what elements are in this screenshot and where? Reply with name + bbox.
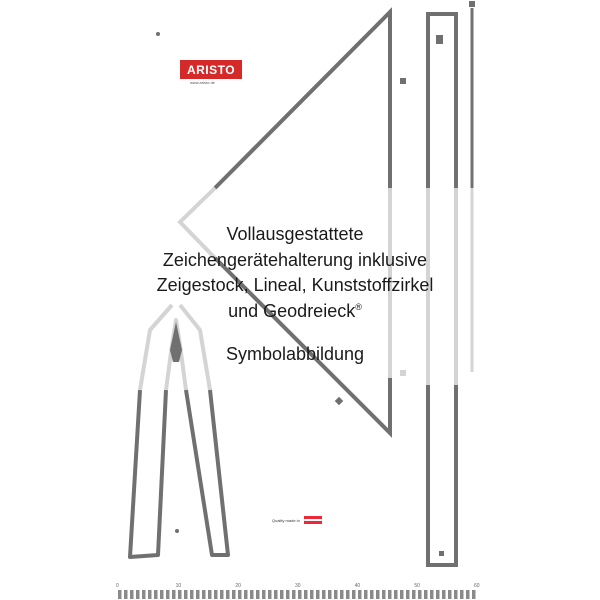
ruler-mount-bottom bbox=[439, 551, 444, 556]
compass-leg-left-lower bbox=[130, 390, 166, 557]
ruler-mount-top bbox=[436, 35, 443, 44]
registered-mark: ® bbox=[355, 301, 362, 312]
scale-tick bbox=[382, 590, 386, 599]
quality-badge bbox=[272, 516, 322, 524]
scale-tick bbox=[424, 590, 428, 599]
scale-tick bbox=[310, 590, 314, 599]
scale-tick bbox=[160, 590, 164, 599]
scale-tick bbox=[412, 590, 416, 599]
scale-label: 40 bbox=[354, 583, 361, 589]
scale-tick bbox=[406, 590, 410, 599]
scale-tick bbox=[442, 590, 446, 599]
caption-line-1: Vollausgestattete bbox=[226, 224, 364, 244]
austria-flag-icon bbox=[304, 516, 322, 524]
scale-tick bbox=[370, 590, 374, 599]
scale-tick bbox=[184, 590, 188, 599]
scale-tick bbox=[256, 590, 260, 599]
caption-line-3: Zeigestock, Lineal, Kunststoffzirkel bbox=[156, 275, 434, 296]
scale-tick bbox=[334, 590, 338, 599]
scale-tick bbox=[280, 590, 284, 599]
scale-tick bbox=[268, 590, 272, 599]
scale-tick bbox=[322, 590, 326, 599]
scale-tick bbox=[352, 590, 356, 599]
scale-tick bbox=[400, 590, 404, 599]
set-square-upper-edge bbox=[215, 12, 390, 188]
scale-tick bbox=[118, 590, 122, 599]
scale-tick bbox=[154, 590, 158, 599]
scale-tick bbox=[346, 590, 350, 599]
scale-tick bbox=[394, 590, 398, 599]
scale-tick bbox=[328, 590, 332, 599]
scale-label: 10 bbox=[175, 583, 182, 589]
quality-text: Quality made in bbox=[272, 517, 300, 523]
scale-tick bbox=[358, 590, 362, 599]
scale-tick bbox=[304, 590, 308, 599]
scale-tick bbox=[466, 590, 470, 599]
scale-tick bbox=[190, 590, 194, 599]
scale-tick bbox=[274, 590, 278, 599]
scale-tick bbox=[202, 590, 206, 599]
scale-tick bbox=[124, 590, 128, 599]
ruler-lower-outline bbox=[428, 385, 456, 565]
aristo-logo bbox=[180, 60, 242, 79]
scale-tick bbox=[364, 590, 368, 599]
scale-tick bbox=[472, 590, 476, 599]
scale-tick bbox=[214, 590, 218, 599]
scale-label: 60 bbox=[474, 583, 480, 589]
scale-tick bbox=[376, 590, 380, 599]
set-square-marker-middle bbox=[400, 370, 406, 376]
scale-tick bbox=[220, 590, 224, 599]
scale-tick bbox=[232, 590, 236, 599]
scale-tick bbox=[454, 590, 458, 599]
scale-tick bbox=[298, 590, 302, 599]
scale-tick bbox=[196, 590, 200, 599]
scale-tick bbox=[430, 590, 434, 599]
scale-tick bbox=[460, 590, 464, 599]
mounting-hole-bottom-left bbox=[175, 529, 179, 533]
caption-line-4-text: und Geodreieck bbox=[228, 300, 356, 321]
scale-tick bbox=[142, 590, 146, 599]
scale-tick bbox=[340, 590, 344, 599]
scale-tick bbox=[244, 590, 248, 599]
scale-tick bbox=[286, 590, 290, 599]
scale-tick bbox=[226, 590, 230, 599]
flag-stripe-bottom bbox=[304, 521, 322, 524]
scale-tick bbox=[292, 590, 296, 599]
scale-tick bbox=[418, 590, 422, 599]
scale-tick bbox=[166, 590, 170, 599]
scale-tick bbox=[436, 590, 440, 599]
scale-tick bbox=[208, 590, 212, 599]
pointer-stick-cap bbox=[469, 1, 475, 7]
aristo-url: www.aristo.de bbox=[190, 80, 215, 85]
scale-tick bbox=[238, 590, 242, 599]
caption-line-2: Zeichengerätehalterung inklusive bbox=[162, 249, 428, 270]
scale-label: 20 bbox=[235, 583, 241, 589]
scale-label: 50 bbox=[414, 583, 420, 589]
scale-tick bbox=[448, 590, 452, 599]
scale-tick bbox=[178, 590, 182, 599]
caption-line-4 bbox=[145, 299, 445, 325]
compass-leg-right-lower bbox=[186, 390, 228, 555]
product-caption bbox=[145, 222, 445, 368]
scale-tick bbox=[316, 590, 320, 599]
scale-tick bbox=[148, 590, 152, 599]
set-square-marker-top bbox=[400, 78, 406, 84]
scale-tick bbox=[172, 590, 176, 599]
caption-line-5: Symbolabbildung bbox=[225, 344, 365, 365]
scale-tick bbox=[130, 590, 134, 599]
aristo-logo-text: ARISTO bbox=[186, 62, 236, 77]
scale-label: 30 bbox=[295, 583, 301, 589]
scale-tick bbox=[250, 590, 254, 599]
bottom-scale bbox=[118, 590, 476, 599]
scale-label: 0 bbox=[116, 583, 119, 589]
mounting-hole-top-left bbox=[156, 32, 160, 36]
caption-spacer bbox=[145, 324, 445, 342]
scale-tick bbox=[262, 590, 266, 599]
scale-tick bbox=[388, 590, 392, 599]
scale-tick bbox=[136, 590, 140, 599]
pointer-stick-outline bbox=[469, 1, 475, 372]
set-square-marker-bottom bbox=[335, 397, 343, 405]
